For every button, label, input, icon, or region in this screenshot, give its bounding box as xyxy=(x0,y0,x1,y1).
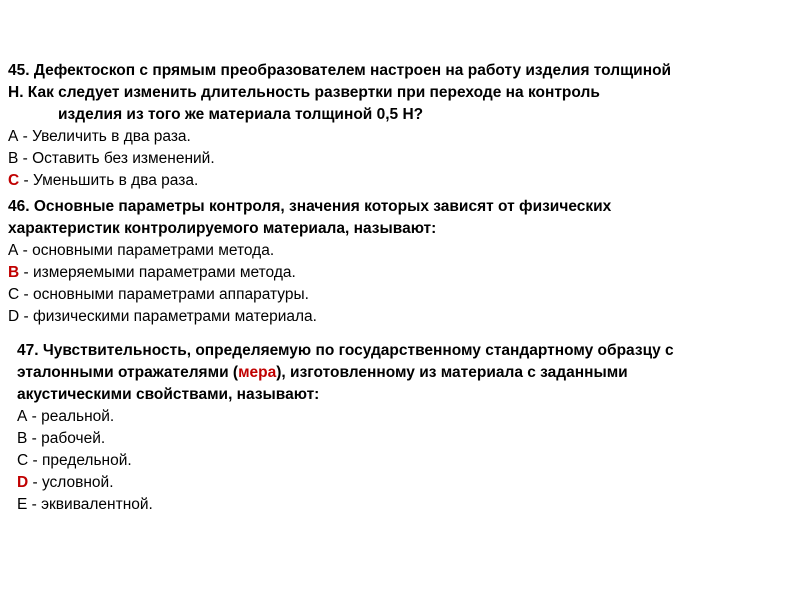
option-letter-correct: D xyxy=(17,474,29,491)
question-47-line-1: 47. Чувствительность, определяемую по государственному стандартному образцу с xyxy=(17,342,674,359)
question-47-line-3: акустическими свойствами, называют: xyxy=(17,386,320,403)
question-47-option-e xyxy=(17,494,787,516)
question-46-option-d xyxy=(8,306,788,328)
option-text: - Увеличить в два раза. xyxy=(18,128,191,145)
question-46-line-1: 46. Основные параметры контроля, значения которых зависят от физических xyxy=(8,198,612,215)
option-text: - реальной. xyxy=(27,408,115,425)
question-45-line-3: изделия из того же материала толщиной 0,5 Н? xyxy=(58,106,424,123)
option-text: - основными параметрами аппаратуры. xyxy=(19,286,309,303)
line-2-start: эталонными отражателями ( xyxy=(17,364,239,381)
option-text: - Оставить без изменений. xyxy=(18,150,215,167)
option-letter: В xyxy=(8,150,19,167)
question-47-option-c xyxy=(17,450,787,472)
option-letter: С xyxy=(17,452,29,469)
question-46-option-c xyxy=(8,284,788,306)
option-text: - измеряемыми параметрами метода. xyxy=(19,264,296,281)
question-45-option-b xyxy=(8,148,788,170)
question-46-option-b xyxy=(8,262,788,284)
option-letter-correct: С xyxy=(8,172,20,189)
question-46-line-2: характеристик контролируемого материала, называют: xyxy=(8,220,437,237)
question-45-option-c xyxy=(8,170,788,192)
question-45-option-a xyxy=(8,126,788,148)
question-46 xyxy=(8,196,788,328)
option-text: - физическими параметрами материала. xyxy=(19,308,317,325)
line-2-end: ), изготовленному из материала с заданными xyxy=(276,364,628,381)
question-45-line-1: 45. Дефектоскоп с прямым преобразователем настроен на работу изделия толщиной xyxy=(8,62,672,79)
option-text: - рабочей. xyxy=(27,430,106,447)
question-47-option-d xyxy=(17,472,787,494)
question-47-line-2 xyxy=(17,362,787,384)
option-letter: С xyxy=(8,286,20,303)
option-text: - эквивалентной. xyxy=(27,496,153,513)
question-47 xyxy=(17,340,787,516)
option-text: - основными параметрами метода. xyxy=(18,242,275,259)
question-47-option-b xyxy=(17,428,787,450)
option-letter: А xyxy=(17,408,28,425)
option-letter: А xyxy=(8,242,19,259)
option-letter: А xyxy=(8,128,19,145)
question-45 xyxy=(8,60,788,192)
option-text: - условной. xyxy=(28,474,114,491)
question-46-option-a xyxy=(8,240,788,262)
highlighted-term: мера xyxy=(238,364,277,381)
option-letter: В xyxy=(17,430,28,447)
option-text: - Уменьшить в два раза. xyxy=(19,172,199,189)
option-letter-correct: В xyxy=(8,264,20,281)
question-47-option-a xyxy=(17,406,787,428)
option-letter: D xyxy=(8,308,20,325)
option-letter: Е xyxy=(17,496,28,513)
option-text: - предельной. xyxy=(28,452,132,469)
question-45-line-2: Н. Как следует изменить длительность развертки при переходе на контроль xyxy=(8,84,600,101)
